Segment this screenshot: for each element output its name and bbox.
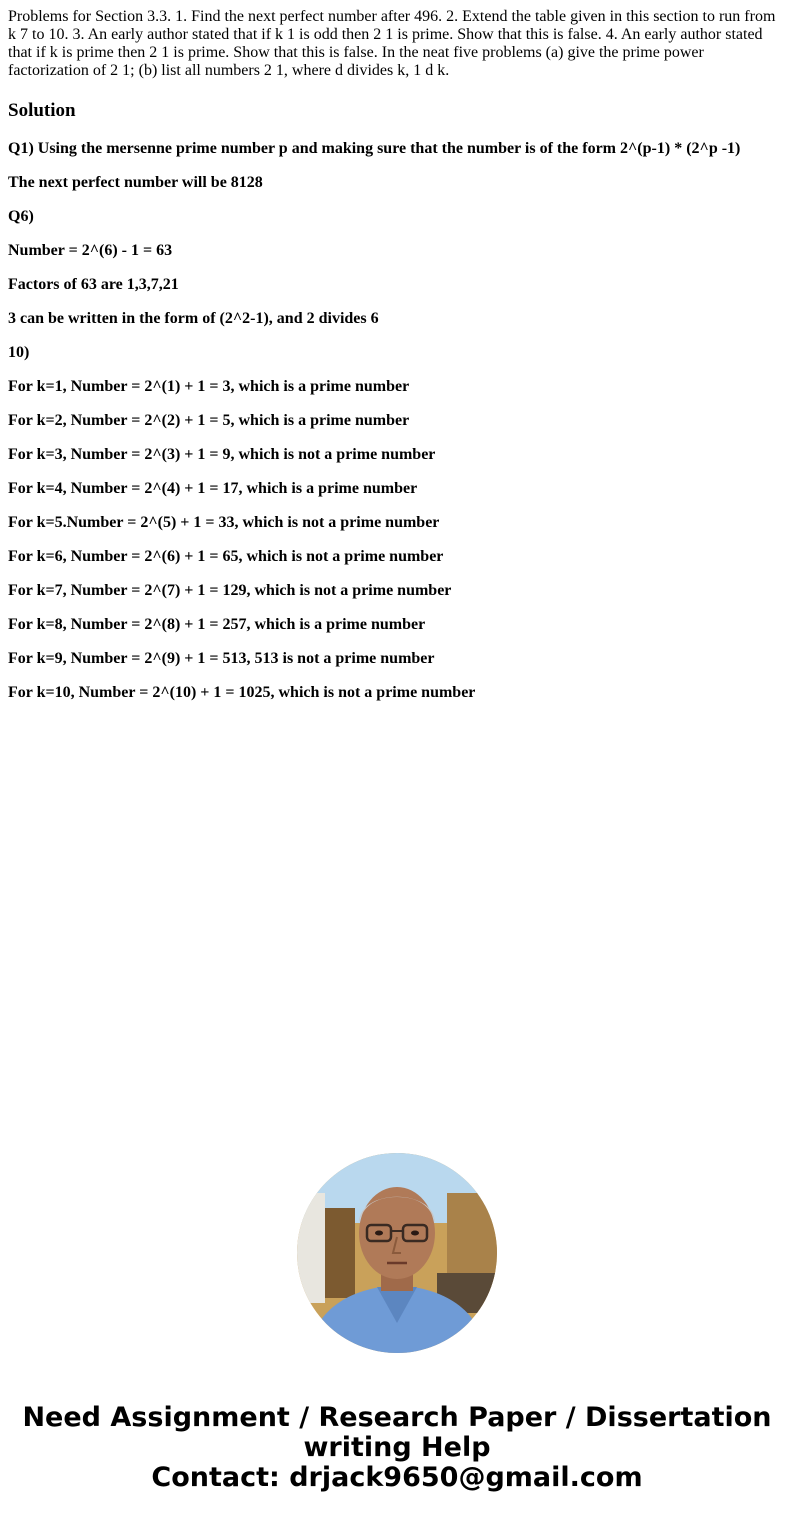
solution-line: For k=1, Number = 2^(1) + 1 = 3, which is a prime number: [8, 378, 410, 395]
solution-line: The next perfect number will be 8128: [8, 174, 263, 191]
solution-line: For k=4, Number = 2^(4) + 1 = 17, which is a prime number: [8, 480, 418, 497]
solution-line: For k=8, Number = 2^(8) + 1 = 257, which is a prime number: [8, 616, 426, 633]
solution-line: Number = 2^(6) - 1 = 63: [8, 242, 173, 259]
solution-line: For k=9, Number = 2^(9) + 1 = 513, 513 is not a prime number: [8, 650, 435, 667]
solution-line: For k=5.Number = 2^(5) + 1 = 33, which is not a prime number: [8, 514, 440, 531]
author-portrait-image: [297, 1153, 497, 1353]
solution-line: For k=3, Number = 2^(3) + 1 = 9, which is not a prime number: [8, 446, 436, 463]
solution-heading: Solution: [8, 100, 76, 121]
problem-statement: Problems for Section 3.3. 1. Find the next perfect number after 496. 2. Extend the table given in this section to run from k 7 to 10. 3. An early author stated that if k 1 is odd then 2 1 is prime. Show that this is false. 4. An early author stated that if k is prime then 2 1 is prime. Show that this is false. In the neat five problems (a) give the prime power factorization of 2 1; (b) list all numbers 2 1, where d divides k, 1 d k.: [8, 8, 776, 79]
solution-line: For k=7, Number = 2^(7) + 1 = 129, which is not a prime number: [8, 582, 452, 599]
solution-line: For k=6, Number = 2^(6) + 1 = 65, which is not a prime number: [8, 548, 444, 565]
contact-banner: [0, 1403, 794, 1493]
banner-line-2: writing Help: [303, 1432, 491, 1463]
solution-line: 3 can be written in the form of (2^2-1), and 2 divides 6: [8, 310, 379, 327]
solution-line: Q1) Using the mersenne prime number p and making sure that the number is of the form 2^(p-1) * (2^p -1): [8, 140, 741, 157]
solution-line: Factors of 63 are 1,3,7,21: [8, 276, 179, 293]
solution-line: 10): [8, 344, 30, 361]
banner-line-1: Need Assignment / Research Paper / Dissertation: [22, 1402, 772, 1433]
solution-line: Q6): [8, 208, 34, 225]
banner-contact-email: Contact: drjack9650@gmail.com: [151, 1462, 643, 1493]
solution-lines: [8, 140, 784, 702]
document-body: [8, 8, 784, 718]
author-avatar: [297, 1153, 497, 1353]
solution-line: For k=10, Number = 2^(10) + 1 = 1025, which is not a prime number: [8, 684, 476, 701]
solution-line: For k=2, Number = 2^(2) + 1 = 5, which is a prime number: [8, 412, 410, 429]
